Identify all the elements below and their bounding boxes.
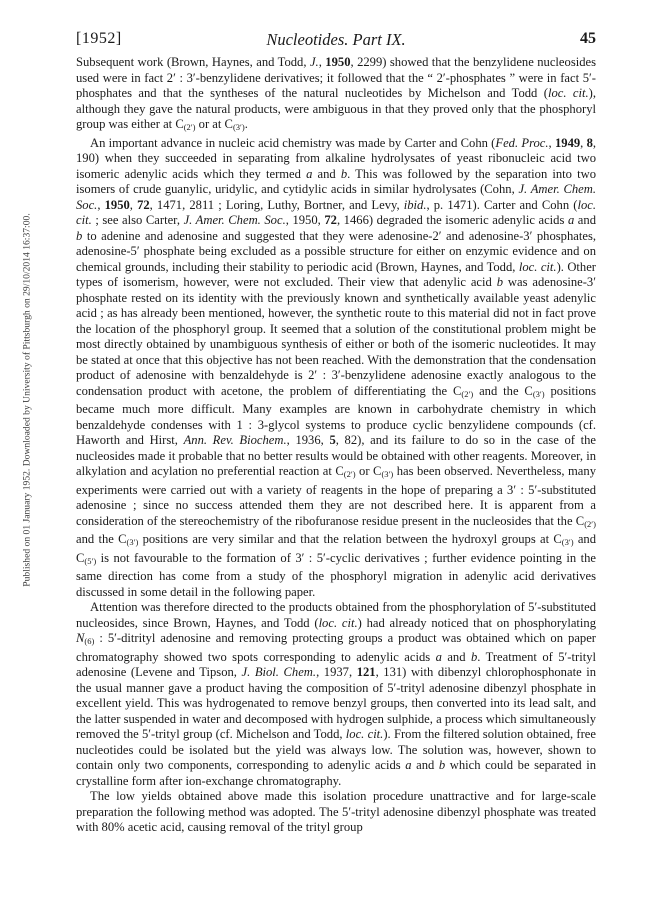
subscript: (2′) (461, 388, 474, 399)
page-number: 45 (580, 30, 596, 47)
subscript: (2′) (343, 469, 356, 479)
italic-text: a (567, 213, 575, 227)
paragraph (76, 136, 596, 601)
text-run: and C (76, 532, 596, 565)
text-run: positions became much more difficult. Many examples are known in carbohydrate chemistry in which benzaldehyde condenses with 1 : 3-glycol systems to produce cyclic benzylidene compounds (cf. Haworth and Hirst, (76, 383, 596, 447)
text-run: , 2299) showed that the benzylidene nucleosides used were in fact 2′ : 3′-benzylidene derivatives; it followed that the “ 2′-phosphates ” were in fact 5′-phosphates and that the syntheses of the natural nucleotides by Michelson and Todd ( (76, 55, 597, 100)
italic-text: a (405, 758, 412, 772)
italic-text: b (470, 649, 478, 664)
volume-number: 5 (329, 433, 336, 447)
italic-text: J. Amer. Chem. Soc. (76, 182, 597, 212)
volume-number: 72 (137, 197, 150, 212)
italic-text: ibid. (403, 197, 427, 212)
text-run: , (548, 135, 555, 150)
text-run: Attention was therefore directed to the products obtained from the phosphorylation of 5′-substituted nucleosides, since Brown, Haynes, and Todd ( (76, 600, 596, 630)
subscript: (3′) (561, 537, 574, 547)
italic-text: b (438, 758, 446, 772)
text-run: , (580, 135, 587, 150)
text-run: which could be separated in crystalline form after ion-exchange chromatography. (76, 758, 597, 788)
italic-text: loc. cit. (318, 615, 358, 630)
running-header (76, 30, 596, 52)
paragraph (76, 789, 596, 836)
text-run: or at C (195, 117, 233, 131)
text-run: ). From the filtered solution obtained, free nucleotides could be isolated but the yield was always low. The solution was, however, shown to contain only two components, corresponding to adenylic acids (76, 727, 596, 772)
text-run: , 1471, 2811 ; Loring, Luthy, Bortner, and Levy, (149, 197, 404, 212)
text-run: and the C (76, 532, 127, 546)
header-year: [1952] (76, 30, 122, 47)
paragraph (76, 600, 596, 789)
text-run: , 1936, (286, 433, 330, 447)
text-run: and (312, 166, 341, 181)
subscript: (3′) (381, 469, 394, 479)
text-run: , 1937, (316, 665, 357, 679)
text-run: An important advance in nucleic acid chemistry was made by Carter and Cohn ( (90, 135, 496, 150)
text-run: . (244, 117, 248, 131)
volume-number: 72 (324, 213, 337, 227)
italic-text: b (76, 228, 83, 243)
italic-text: Fed. Proc. (495, 135, 549, 150)
text-run: Subsequent work (Brown, Haynes, and Todd, (76, 55, 310, 69)
subscript: (3′) (532, 388, 545, 399)
italic-text: b (496, 275, 503, 289)
text-run: was adenosine-3′ phosphate rested on its identity with the previously known and synthetically available yeast adenylic acid ; as has already been mentioned, however, the synthetic route to this material did not in fact prove the location of the phosphoryl group. It seemed that a solution of the constitutional problem might be most directly obtained by unambiguous synthesis of either or both of the isomeric nucleotides. It may be stated at once that this objective has not been reached. With the demonstration that the condensation product of adenosine with benzaldehyde is 2′ : 3′-benzylidene adenosine exactly analogous to the condensation product with acetone, the problem of differentiating the C (76, 275, 596, 398)
text-run: positions are very similar and that the relation between the hydroxyl groups at C (138, 532, 562, 546)
italic-text: a (306, 166, 313, 181)
text-run: and (411, 758, 439, 772)
subscript: (3′) (126, 537, 139, 547)
text-run: ). Other types of isomerism, however, were not excluded. Their view that adenylic acid (76, 259, 597, 289)
italic-text: J. (309, 55, 319, 69)
text-run: . Treatment of 5′-trityl adenosine (Levene and Tipson, (76, 649, 596, 679)
italic-text: N (76, 631, 85, 645)
volume-number: 8 (586, 135, 593, 150)
text-run: , 82), and its failure to do so in the case of the nucleosides made it probable that no better results would be obtained with other reagents. Moreover, in alkylation and acylation no preferential reaction at C (76, 433, 597, 478)
italic-text: loc. cit. (76, 197, 596, 227)
text-run: , 1950, (285, 213, 325, 227)
paragraph (76, 55, 596, 136)
text-run: The low yields obtained above made this isolation procedure unattractive and for large-scale preparation the following method was adopted. The 5′-trityl adenosine dibenzyl phosphate was treated with 80% acetic acid, causing removal of the trityl group (76, 789, 596, 834)
volume-number: 1950 (325, 55, 351, 69)
italic-text: Ann. Rev. Biochem. (183, 433, 287, 447)
text-run: , 131) with dibenzyl chlorophosphonate in the usual manner gave a product having the composition of 5′-trityl adenosine dibenzyl phosphate in excellent yield. This was hydrogenated to remove benzyl groups, then converted into its lead salt, and the latter suspended in water and decomposed with hydrogen sulphide, a process which simultaneously removed the 5′-trityl group (cf. Michelson and Todd, (76, 665, 597, 741)
text-run: , 190) when they succeeded in separating from alkaline hydrolysates of yeast ribonucleic acid two isomeric adenylic acids which they termed (76, 135, 597, 181)
italic-text: J. Amer. Chem. Soc. (183, 213, 286, 227)
italic-text: b (340, 166, 348, 181)
publication-side-note: Published on 01 January 1952. Downloaded by University of Pittsburgh on 29/10/2014 16:37:00. (21, 213, 33, 587)
volume-number: 1949 (554, 135, 581, 150)
subscript: (2′) (584, 518, 596, 529)
italic-text: loc. cit. (547, 86, 589, 100)
volume-number: 1950 (104, 197, 130, 212)
volume-number: 121 (356, 665, 376, 679)
text-run: ) had already noticed that on phosphorylating (357, 615, 597, 630)
subscript: (5′) (84, 555, 97, 566)
text-run: or C (355, 464, 382, 478)
text-run: , 1466) degraded the isomeric adenylic acids (336, 213, 568, 227)
italic-text: J. Biol. Chem. (241, 665, 317, 679)
text-run: ), although they gave the natural products, were ambiguous in that they proved only that the phosphoryl group was either at C (76, 86, 597, 131)
italic-text: loc. cit. (518, 259, 557, 274)
text-run: , p. 1471). Carter and Cohn ( (426, 197, 578, 212)
article-body (76, 55, 596, 836)
text-run: has been observed. Nevertheless, many experiments were carried out with a variety of reagents in the hope of preparing a 3′ : 5′-substituted adenosine ; since no success attended them they are not described here. It is apparent from a consideration of the stereochemistry of the ribofuranose residue present in the nucleosides that the C (76, 464, 596, 528)
text-run: to adenine and adenosine and suggested that they were adenosine-2′ and adenosine-3′ phosphates, adenosine-5′ phosphate being excluded as a possible structure for either on enzymic evidence and on chemical grounds, including their stability to periodic acid (Brown, Haynes, and Todd, (76, 228, 596, 274)
text-run: ; see also Carter, (91, 213, 184, 227)
running-title: Nucleotides. Part IX. (266, 30, 406, 49)
text-run: , (318, 55, 326, 69)
italic-text: a (435, 649, 442, 664)
text-run: , (129, 197, 138, 212)
subscript: (3′) (232, 122, 245, 132)
subscript: (2′) (183, 122, 196, 132)
subscript: (6) (84, 636, 95, 646)
text-run: is not favourable to the formation of 3′ : 5′-cyclic derivatives ; further evidence pointing in the same direction has come from a study of the phosphoryl migration in adenylic acid derivatives discussed in some detail in the following paper. (76, 550, 596, 599)
text-run: and (441, 649, 471, 664)
text-run: and (574, 213, 596, 227)
text-run: and the C (473, 383, 533, 398)
text-run: . This was followed by the separation into two isomers of crude guanylic, uridylic, and cytidylic acids in similar hydrolysates (Cohn, (76, 166, 596, 196)
text-run: : 5′-ditrityl adenosine and removing protecting groups a product was obtained which on paper chromatography showed two spots corresponding to adenylic acids (76, 631, 596, 664)
italic-text: loc. cit. (345, 727, 384, 741)
text-run: , (97, 197, 105, 212)
